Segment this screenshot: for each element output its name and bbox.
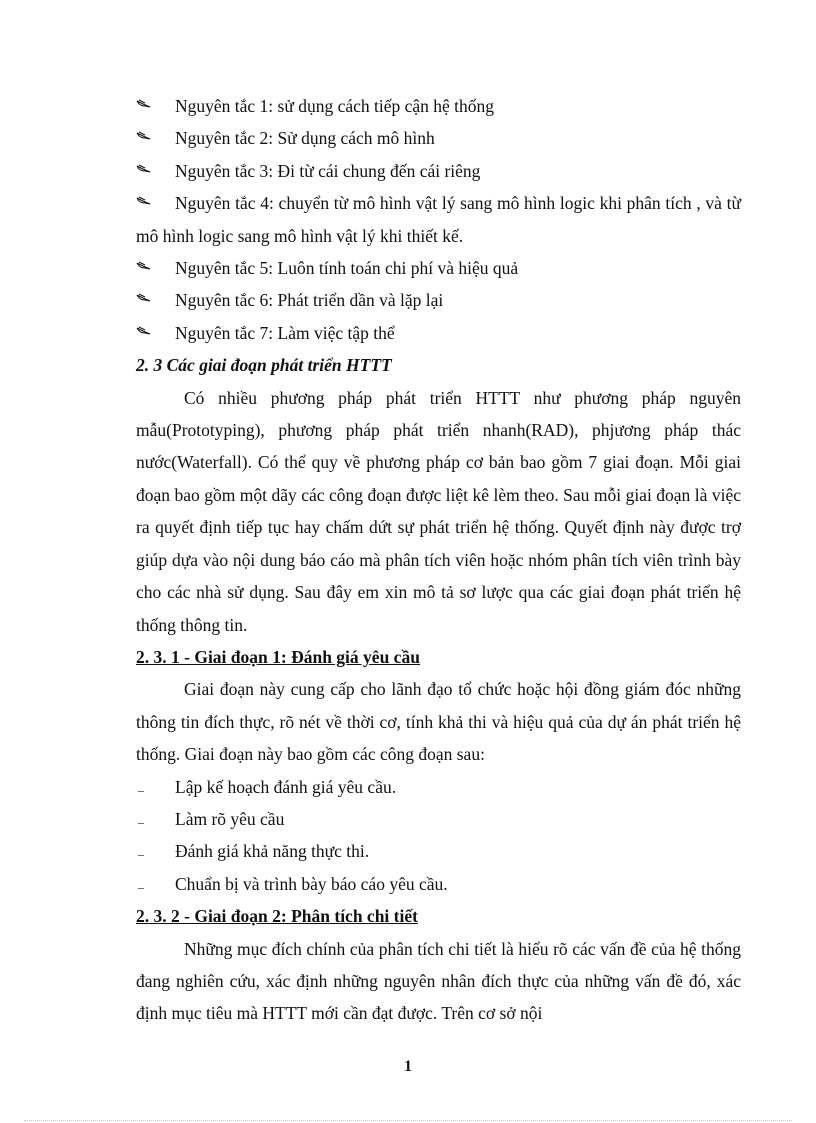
list-item bbox=[136, 90, 741, 122]
writing-hand-icon bbox=[136, 252, 160, 271]
writing-hand-icon bbox=[136, 122, 160, 141]
writing-hand-icon bbox=[136, 90, 160, 109]
writing-hand-icon bbox=[136, 284, 160, 303]
principle-text: Nguyên tắc 3: Đi từ cái chung đến cái riêng bbox=[175, 160, 481, 181]
step-text: Làm rõ yêu cầu bbox=[175, 808, 285, 829]
list-item bbox=[136, 122, 741, 154]
section-2-3-2-paragraph: Những mục đích chính của phân tích chi tiết là hiểu rõ các vấn đề của hệ thống đang nghiên cứu, xác định những nguyên nhân đích thực của những vấn đề đó, xác định mục tiêu mà HTTT mới cần đạt được. Trên cơ sở nội bbox=[136, 938, 741, 1024]
principle-text: Nguyên tắc 1: sử dụng cách tiếp cận hệ thống bbox=[175, 96, 495, 116]
dash-icon: – bbox=[138, 879, 144, 894]
step-text: Đánh giá khả năng thực thi. bbox=[175, 841, 370, 862]
list-item bbox=[136, 771, 741, 803]
list-item bbox=[136, 155, 741, 187]
page-content bbox=[136, 90, 741, 1030]
dash-icon: – bbox=[138, 847, 144, 862]
list-item bbox=[136, 187, 741, 252]
section-2-3-paragraph: Có nhiều phương pháp phát triển HTTT như phương pháp nguyên mẫu(Prototyping), phương pháp phát triển nhanh(RAD), phjương pháp thác nước(Waterfall). Có thể quy về phương pháp cơ bản bao gồm 7 giai đoạn. Mỗi giai đoạn bao gồm một dãy các công đoạn được liệt kê lèm theo. Sau mỗi giai đoạn là việc ra quyết định tiếp tục hay chấm dứt sự phát triển hệ thống. Quyết định này được trợ giúp dựa vào nội dung báo cáo mà phân tích viên hoặc nhóm phân tích viên trình bày cho các nhà sử dụng. Sau đây em xin mô tả sơ lược qua các giai đoạn phát triển hệ thống thông tin. bbox=[136, 387, 741, 635]
section-heading-2-3-2: 2. 3. 2 - Giai đoạn 2: Phân tích chi tiết bbox=[136, 906, 418, 927]
principle-text: Nguyên tắc 7: Làm việc tập thể bbox=[175, 322, 395, 343]
principle-text: Nguyên tắc 4: chuyển từ mô hình vật lý sang mô hình logic khi phân tích , và từ mô hình logic sang mô hình vật lý khi thiết kế. bbox=[136, 193, 741, 246]
list-item bbox=[136, 252, 741, 284]
writing-hand-icon bbox=[136, 155, 160, 174]
dash-icon: – bbox=[138, 782, 144, 797]
list-item bbox=[136, 317, 741, 349]
steps-list bbox=[136, 771, 741, 901]
page-number: 1 bbox=[404, 1058, 412, 1075]
dash-icon: – bbox=[138, 814, 144, 829]
principles-list bbox=[136, 90, 741, 349]
section-heading-2-3: 2. 3 Các giai đoạn phát triển HTTT bbox=[136, 355, 392, 376]
principle-text: Nguyên tắc 6: Phát triển dần và lặp lại bbox=[175, 290, 444, 311]
writing-hand-icon bbox=[136, 187, 160, 206]
writing-hand-icon bbox=[136, 317, 160, 336]
section-heading-2-3-1: 2. 3. 1 - Giai đoạn 1: Đánh giá yêu cầu bbox=[136, 646, 420, 667]
list-item bbox=[136, 284, 741, 316]
page-bottom-border bbox=[24, 1120, 792, 1121]
list-item bbox=[136, 868, 741, 900]
principle-text: Nguyên tắc 5: Luôn tính toán chi phí và hiệu quả bbox=[175, 258, 519, 279]
step-text: Chuẩn bị và trình bày báo cáo yêu cầu. bbox=[175, 873, 448, 894]
list-item bbox=[136, 835, 741, 867]
step-text: Lập kế hoạch đánh giá yêu cầu. bbox=[175, 776, 397, 797]
list-item bbox=[136, 803, 741, 835]
section-2-3-1-paragraph: Giai đoạn này cung cấp cho lãnh đạo tổ chức hoặc hội đồng giám đóc những thông tin đích thực, rõ nét về thời cơ, tính khả thi và hiệu quả của dự án phát triển hệ thống. Giai đoạn này bao gồm các công đoạn sau: bbox=[136, 679, 741, 765]
principle-text: Nguyên tắc 2: Sử dụng cách mô hình bbox=[175, 128, 435, 149]
